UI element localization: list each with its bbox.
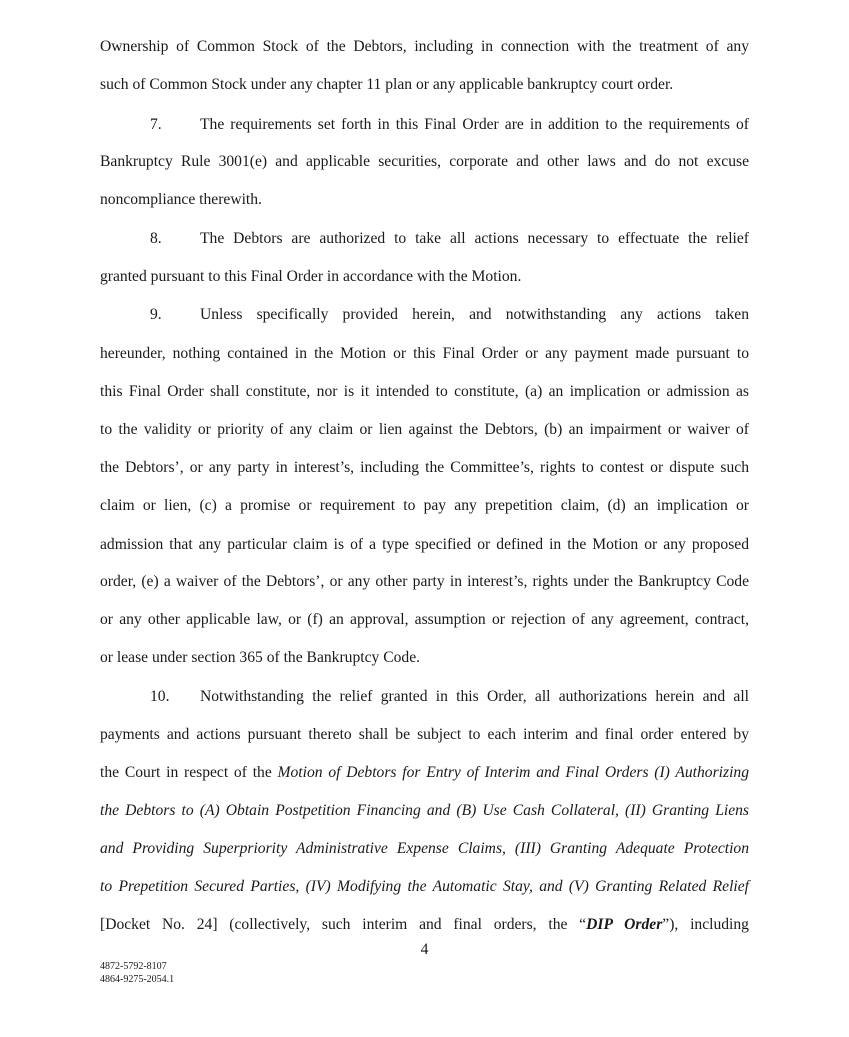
- text-line: or any other applicable law, or (f) an approval, assumption or rejection of any agreement, contract,: [100, 611, 749, 628]
- text-line: to the validity or priority of any claim or lien against the Debtors, (b) an impairment or waiver of: [100, 421, 749, 438]
- text-line: claim or lien, (c) a promise or requirement to pay any prepetition claim, (d) an implication or: [100, 497, 749, 514]
- text-line: noncompliance therewith.: [100, 191, 262, 208]
- motion-title-span: to Prepetition Secured Parties, (IV) Modifying the Automatic Stay, and (V) Granting Related Relief: [100, 878, 749, 895]
- text-line: this Final Order shall constitute, nor is it intended to constitute, (a) an implication or admission as: [100, 383, 749, 400]
- text-span: Notwithstanding the relief granted in this Order, all authorizations herein and all: [200, 688, 749, 705]
- text-span: ”), including: [662, 916, 749, 933]
- text-line: admission that any particular claim is of a type specified or defined in the Motion or any proposed: [100, 536, 749, 553]
- text-line: [100, 877, 749, 897]
- paragraph-10-first-line: [150, 687, 749, 707]
- text-line: or lease under section 365 of the Bankruptcy Code.: [100, 649, 421, 666]
- paragraph-number: 10.: [150, 688, 170, 705]
- text-span: The requirements set forth in this Final Order are in addition to the requirements of: [200, 116, 749, 133]
- text-line: the Debtors’, or any party in interest’s, including the Committee’s, rights to contest or dispute such: [100, 459, 749, 476]
- text-line: [100, 915, 749, 935]
- paragraph-number: 9.: [150, 306, 162, 323]
- text-span: The Debtors are authorized to take all actions necessary to effectuate the relief: [200, 230, 749, 247]
- page-number: 4: [420, 941, 429, 958]
- text-span: [Docket No. 24] (collectively, such interim and final orders, the “: [100, 916, 587, 933]
- paragraph-7-first-line: [150, 115, 749, 135]
- motion-title-span: Motion of Debtors for Entry of Interim and Final Orders (I) Authorizing: [277, 764, 749, 781]
- motion-title-span: and Providing Superpriority Administrative Expense Claims, (III) Granting Adequate Protection: [100, 840, 749, 857]
- paragraph-number: 8.: [150, 230, 162, 247]
- text-span: Unless specifically provided herein, and notwithstanding any actions taken: [200, 306, 749, 323]
- text-line: payments and actions pursuant thereto shall be subject to each interim and final order entered by: [100, 726, 749, 743]
- text-line: order, (e) a waiver of the Debtors’, or any other party in interest’s, rights under the Bankruptcy Code: [100, 573, 749, 590]
- text-line: Ownership of Common Stock of the Debtors, including in connection with the treatment of any: [100, 38, 749, 55]
- text-line: granted pursuant to this Final Order in accordance with the Motion.: [100, 268, 522, 285]
- paragraph-number: 7.: [150, 116, 162, 133]
- paragraph-9-first-line: [150, 305, 749, 325]
- document-id: 4872-5792-8107: [100, 961, 167, 972]
- paragraph-8-first-line: [150, 229, 749, 249]
- text-line: such of Common Stock under any chapter 11 plan or any applicable bankruptcy court order.: [100, 76, 674, 93]
- defined-term-dip-order: DIP Order: [586, 916, 663, 933]
- text-line: [100, 839, 749, 859]
- text-line: [100, 763, 749, 783]
- document-id: 4864-9275-2054.1: [100, 974, 175, 985]
- text-span: the Court in respect of the: [100, 764, 278, 781]
- motion-title-span: the Debtors to (A) Obtain Postpetition Financing and (B) Use Cash Collateral, (II) Granting Liens: [100, 802, 749, 819]
- text-line: [100, 801, 749, 821]
- text-line: hereunder, nothing contained in the Motion or this Final Order or any payment made pursuant to: [100, 345, 749, 362]
- text-line: Bankruptcy Rule 3001(e) and applicable securities, corporate and other laws and do not excuse: [100, 153, 749, 170]
